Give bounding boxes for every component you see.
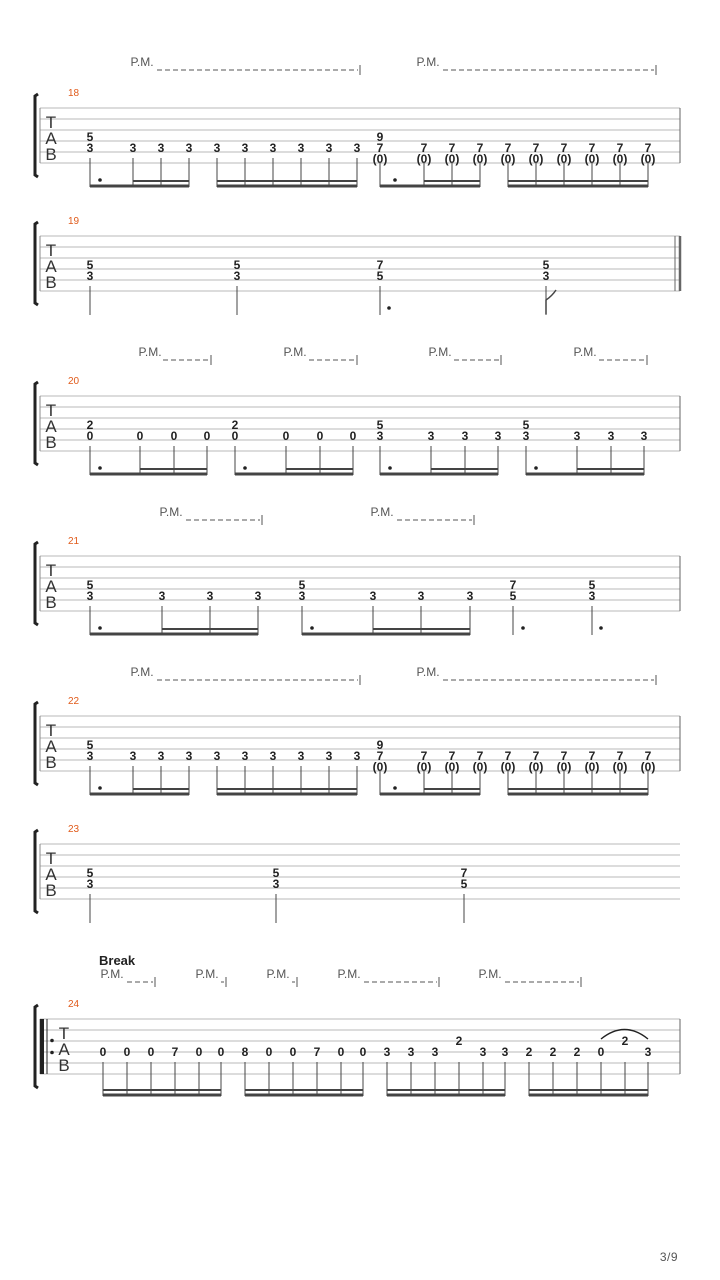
rhythm-dot [521,626,525,630]
fret-number: 7 [420,141,428,155]
rhythm-dot [534,466,538,470]
tab-clef-letter: T [45,721,57,740]
tab-system-22 [35,665,680,795]
fret-number: (0) [556,152,572,166]
fret-number: 7 [504,749,512,763]
palm-mute-label: P.M. [130,665,154,679]
fret-number: (0) [472,760,488,774]
fret-number: 3 [213,749,221,763]
tab-clef-letter: B [45,881,57,900]
fret-number: 3 [542,269,550,283]
fret-number: 0 [217,1045,225,1059]
fret-number: 5 [86,258,94,272]
fret-number: 3 [325,141,333,155]
rhythm-dot [243,466,247,470]
palm-mute-label: P.M. [195,967,219,981]
palm-mute-label: P.M. [283,345,307,359]
tab-clef-letter: B [45,273,57,292]
palm-mute-label: P.M. [428,345,452,359]
fret-number: 3 [241,141,249,155]
fret-number: 3 [417,589,425,603]
fret-number: 3 [269,749,277,763]
fret-number: 0 [231,429,239,443]
fret-number: (0) [372,152,388,166]
fret-number: 3 [158,589,166,603]
fret-number: 9 [376,130,384,144]
rhythm-dot [393,786,397,790]
tab-clef-letter: A [45,129,57,148]
fret-number: (0) [612,760,628,774]
fret-number: (0) [416,760,432,774]
fret-number: 3 [254,589,262,603]
tab-clef-letter: B [45,593,57,612]
fret-number: 3 [466,589,474,603]
measure-number: 22 [68,696,80,707]
fret-number: 7 [644,749,652,763]
fret-number: 3 [376,429,384,443]
fret-number: 5 [509,589,517,603]
fret-number: 3 [213,141,221,155]
fret-number: 5 [460,877,468,891]
rhythm-dot [387,306,391,310]
fret-number: 3 [86,877,94,891]
measure-number: 21 [68,536,80,547]
fret-number: 3 [86,589,94,603]
fret-number: 3 [241,749,249,763]
fret-number: 3 [129,749,137,763]
system-bracket [35,830,38,913]
measure-number: 20 [68,376,80,387]
fret-number: 3 [185,749,193,763]
fret-number: 5 [86,130,94,144]
fret-number: 2 [573,1045,581,1059]
fret-number: 5 [233,258,241,272]
tab-clef-letter: B [45,145,57,164]
fret-number: 7 [476,141,484,155]
fret-number: 2 [525,1045,533,1059]
fret-number: 5 [522,418,530,432]
fret-number: 3 [297,141,305,155]
fret-number: 7 [376,141,384,155]
fret-number: 3 [206,589,214,603]
tab-clef-letter: T [45,401,57,420]
fret-number: 0 [337,1045,345,1059]
fret-number: 0 [136,429,144,443]
system-bracket [35,702,38,785]
measure-number: 18 [68,88,80,99]
fret-number: 3 [157,141,165,155]
fret-number: 7 [532,749,540,763]
fret-number: 7 [448,749,456,763]
fret-number: (0) [528,760,544,774]
fret-number: 0 [203,429,211,443]
palm-mute-label: P.M. [130,55,154,69]
measure-number: 24 [68,999,80,1010]
tab-system-21 [35,505,680,635]
fret-number: 5 [272,866,280,880]
fret-number: 3 [588,589,596,603]
system-bracket [35,1005,38,1088]
fret-number: (0) [584,152,600,166]
tab-clef-letter: B [58,1056,70,1075]
fret-number: 0 [99,1045,107,1059]
tab-system-23 [35,824,680,923]
fret-number: (0) [444,760,460,774]
system-bracket [35,222,38,305]
tab-system-24 [35,953,680,1096]
fret-number: 3 [607,429,615,443]
fret-number: 0 [282,429,290,443]
fret-number: 3 [573,429,581,443]
fret-number: 2 [455,1034,463,1048]
fret-number: 3 [383,1045,391,1059]
fret-number: 7 [532,141,540,155]
palm-mute-label: P.M. [266,967,290,981]
fret-number: (0) [472,152,488,166]
fret-number: 7 [460,866,468,880]
palm-mute-label: P.M. [416,55,440,69]
fret-number: 0 [349,429,357,443]
fret-number: 3 [640,429,648,443]
fret-number: (0) [528,152,544,166]
fret-number: (0) [556,760,572,774]
fret-number: 8 [241,1045,249,1059]
fret-number: 3 [461,429,469,443]
fret-number: 0 [316,429,324,443]
fret-number: 7 [616,749,624,763]
fret-number: 3 [185,141,193,155]
tab-clef-letter: T [45,849,57,868]
fret-number: (0) [640,760,656,774]
measure-number: 23 [68,824,80,835]
fret-number: 7 [420,749,428,763]
fret-number: (0) [500,760,516,774]
fret-number: 2 [621,1034,629,1048]
tab-clef-letter: A [45,577,57,596]
fret-number: 5 [542,258,550,272]
fret-number: 5 [86,738,94,752]
rhythm-dot [599,626,603,630]
palm-mute-label: P.M. [337,967,361,981]
fret-number: 7 [476,749,484,763]
fret-number: (0) [444,152,460,166]
fret-number: (0) [584,760,600,774]
fret-number: 7 [448,141,456,155]
fret-number: 3 [86,141,94,155]
tab-clef-letter: A [45,737,57,756]
fret-number: 3 [522,429,530,443]
fret-number: 3 [272,877,280,891]
fret-number: 0 [123,1045,131,1059]
tab-clef-letter: B [45,753,57,772]
fret-number: (0) [500,152,516,166]
fret-number: 3 [353,749,361,763]
fret-number: 7 [504,141,512,155]
fret-number: 7 [171,1045,179,1059]
fret-number: 3 [644,1045,652,1059]
repeat-dot [50,1051,54,1055]
fret-number: 5 [86,578,94,592]
fret-number: 3 [353,141,361,155]
fret-number: 3 [407,1045,415,1059]
tab-system-18 [35,55,680,187]
fret-number: (0) [416,152,432,166]
tab-clef-letter: A [45,257,57,276]
system-bracket [35,94,38,177]
fret-number: 2 [231,418,239,432]
fret-number: 5 [376,269,384,283]
fret-number: 3 [298,589,306,603]
fret-number: 3 [494,429,502,443]
fret-number: 3 [269,141,277,155]
fret-number: 3 [369,589,377,603]
fret-number: 7 [644,141,652,155]
page-number: 3/9 [659,1250,678,1264]
rhythm-dot [98,466,102,470]
fret-number: 2 [86,418,94,432]
section-label: Break [99,953,136,968]
fret-number: 7 [588,141,596,155]
fret-number: 7 [560,141,568,155]
fret-number: 3 [479,1045,487,1059]
system-bracket [35,382,38,465]
tab-system-20 [35,345,680,475]
fret-number: 0 [265,1045,273,1059]
fret-number: 7 [376,258,384,272]
rhythm-dot [310,626,314,630]
fret-number: 7 [376,749,384,763]
palm-mute-label: P.M. [573,345,597,359]
palm-mute-label: P.M. [100,967,124,981]
tab-clef-letter: T [45,113,57,132]
fret-number: 2 [549,1045,557,1059]
fret-number: 3 [129,141,137,155]
fret-number: 9 [376,738,384,752]
fret-number: 3 [325,749,333,763]
palm-mute-label: P.M. [159,505,183,519]
fret-number: 7 [560,749,568,763]
fret-number: 3 [86,269,94,283]
fret-number: 0 [359,1045,367,1059]
fret-number: 0 [86,429,94,443]
tab-clef-letter: A [58,1040,70,1059]
fret-number: 0 [147,1045,155,1059]
fret-number: 5 [86,866,94,880]
palm-mute-label: P.M. [138,345,162,359]
fret-number: (0) [612,152,628,166]
fret-number: 3 [501,1045,509,1059]
tab-clef-letter: T [45,241,57,260]
fret-number: 3 [86,749,94,763]
fret-number: 0 [170,429,178,443]
fret-number: 7 [509,578,517,592]
fret-number: (0) [640,152,656,166]
rhythm-dot [98,626,102,630]
rhythm-dot [393,178,397,182]
fret-number: 5 [376,418,384,432]
fret-number: 3 [157,749,165,763]
fret-number: 5 [298,578,306,592]
tab-clef-letter: T [45,561,57,580]
fret-number: 7 [313,1045,321,1059]
fret-number: 3 [297,749,305,763]
fret-number: 3 [431,1045,439,1059]
palm-mute-label: P.M. [478,967,502,981]
fret-number: 0 [195,1045,203,1059]
bend-flag [546,290,556,314]
fret-number: 7 [588,749,596,763]
palm-mute-label: P.M. [416,665,440,679]
measure-number: 19 [68,216,80,227]
fret-number: 7 [616,141,624,155]
system-bracket [35,542,38,625]
tab-clef-letter: A [45,417,57,436]
fret-number: 3 [427,429,435,443]
repeat-dot [50,1039,54,1043]
palm-mute-label: P.M. [370,505,394,519]
rhythm-dot [98,178,102,182]
tab-clef-letter: B [45,433,57,452]
fret-number: 0 [289,1045,297,1059]
fret-number: 0 [597,1045,605,1059]
fret-number: (0) [372,760,388,774]
fret-number: 5 [588,578,596,592]
tab-clef-letter: A [45,865,57,884]
tab-clef-letter: T [58,1024,70,1043]
rhythm-dot [388,466,392,470]
tab-system-19 [35,216,680,315]
rhythm-dot [98,786,102,790]
fret-number: 3 [233,269,241,283]
